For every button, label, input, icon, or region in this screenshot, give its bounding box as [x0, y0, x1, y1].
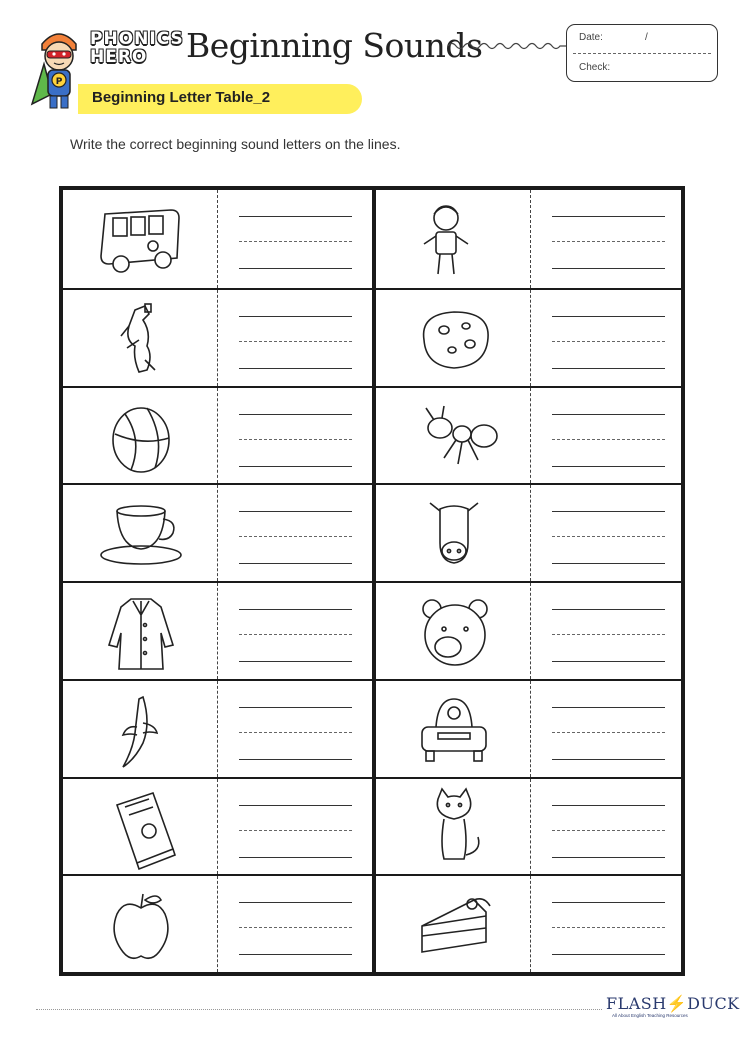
writing-line-base[interactable] [552, 661, 665, 662]
logo-right-text: DUCK [687, 994, 740, 1013]
ball-icon [73, 394, 211, 480]
table-row [376, 386, 685, 484]
table-row [376, 874, 685, 972]
writing-line-base[interactable] [552, 268, 665, 269]
writing-line-base[interactable] [552, 759, 665, 760]
cell-divider [217, 290, 218, 386]
cell-divider [217, 779, 218, 875]
cow-icon [386, 491, 524, 577]
writing-line-top[interactable] [239, 707, 352, 708]
writing-line-base[interactable] [552, 954, 665, 955]
writing-line-base[interactable] [239, 759, 352, 760]
writing-line-mid [239, 830, 352, 831]
table-row [63, 483, 372, 581]
writing-line-top[interactable] [552, 216, 665, 217]
brand-line-2: HERO [90, 47, 148, 67]
logo-tagline: All About English Teaching Resources [612, 1013, 688, 1018]
right-column [376, 190, 685, 972]
writing-line-mid [552, 927, 665, 928]
writing-line-base[interactable] [552, 466, 665, 467]
svg-text:P: P [55, 77, 63, 87]
writing-line-top[interactable] [552, 609, 665, 610]
writing-line-top[interactable] [239, 316, 352, 317]
writing-line-top[interactable] [239, 414, 352, 415]
writing-line-mid [239, 341, 352, 342]
writing-line-top[interactable] [239, 902, 352, 903]
table-row [376, 190, 685, 288]
table-row [63, 874, 372, 972]
writing-line-top[interactable] [239, 609, 352, 610]
lightning-icon: ⚡ [666, 994, 688, 1013]
cell-divider [217, 876, 218, 972]
writing-line-top[interactable] [239, 511, 352, 512]
cup-icon [73, 491, 211, 577]
apple-icon [73, 882, 211, 968]
writing-line-mid [239, 634, 352, 635]
writing-line-top[interactable] [552, 511, 665, 512]
writing-line-top[interactable] [552, 707, 665, 708]
table-row [63, 679, 372, 777]
writing-line-mid [552, 439, 665, 440]
cell-divider [530, 876, 531, 972]
check-label: Check: [579, 62, 611, 73]
writing-line-top[interactable] [552, 414, 665, 415]
table-row [63, 581, 372, 679]
writing-line-base[interactable] [239, 466, 352, 467]
cell-divider [217, 190, 218, 288]
writing-line-base[interactable] [239, 368, 352, 369]
ant-icon [386, 394, 524, 480]
bus-icon [73, 196, 211, 282]
table-row [376, 777, 685, 875]
cell-divider [217, 681, 218, 777]
table-row [376, 581, 685, 679]
writing-line-top[interactable] [239, 805, 352, 806]
squiggle-divider-icon [448, 40, 566, 52]
brand-line-1: PHONICS [90, 29, 184, 49]
writing-line-top[interactable] [552, 805, 665, 806]
cat-icon [386, 785, 524, 871]
cookie-icon [386, 296, 524, 382]
table-row [63, 288, 372, 386]
writing-line-mid [552, 241, 665, 242]
writing-line-base[interactable] [239, 268, 352, 269]
cell-divider [530, 190, 531, 288]
writing-line-mid [552, 536, 665, 537]
flashduck-logo [606, 994, 740, 1013]
bear-icon [386, 589, 524, 675]
table-row [376, 483, 685, 581]
coat-icon [73, 589, 211, 675]
writing-line-mid [239, 536, 352, 537]
table-row [376, 679, 685, 777]
writing-line-base[interactable] [239, 857, 352, 858]
cell-divider [530, 583, 531, 679]
writing-line-base[interactable] [552, 368, 665, 369]
table-row [63, 386, 372, 484]
cell-divider [530, 290, 531, 386]
cell-divider [217, 583, 218, 679]
writing-line-top[interactable] [552, 902, 665, 903]
writing-line-mid [552, 830, 665, 831]
cell-divider [217, 485, 218, 581]
writing-line-base[interactable] [239, 954, 352, 955]
date-separator: / [645, 32, 648, 43]
banana-icon [73, 687, 211, 773]
table-row [63, 190, 372, 288]
date-check-box [566, 24, 718, 82]
worksheet-table [59, 186, 685, 976]
table-row [376, 288, 685, 386]
writing-line-mid [552, 341, 665, 342]
writing-line-base[interactable] [239, 563, 352, 564]
cell-divider [530, 681, 531, 777]
writing-line-base[interactable] [552, 857, 665, 858]
instruction-text: Write the correct beginning sound letters on the lines. [70, 136, 401, 152]
writing-line-mid [552, 634, 665, 635]
writing-line-mid [239, 927, 352, 928]
date-check-separator [573, 53, 711, 54]
date-label: Date: [579, 32, 603, 43]
alligator-icon [73, 296, 211, 382]
cell-divider [530, 485, 531, 581]
brand-wordmark [90, 29, 184, 74]
car-icon [386, 687, 524, 773]
writing-line-mid [239, 241, 352, 242]
writing-line-top[interactable] [552, 316, 665, 317]
writing-line-mid [239, 439, 352, 440]
cake-icon [386, 882, 524, 968]
table-row [63, 777, 372, 875]
left-column [63, 190, 372, 972]
page-title: Beginning Sounds [186, 26, 483, 65]
cell-divider [217, 388, 218, 484]
logo-left-text: FLASH [606, 994, 667, 1013]
writing-line-mid [239, 732, 352, 733]
cell-divider [530, 388, 531, 484]
writing-line-mid [552, 732, 665, 733]
writing-line-top[interactable] [239, 216, 352, 217]
writing-line-base[interactable] [239, 661, 352, 662]
book-icon [73, 785, 211, 871]
cell-divider [530, 779, 531, 875]
writing-line-base[interactable] [552, 563, 665, 564]
boy-icon [386, 196, 524, 282]
subtitle: Beginning Letter Table_2 [92, 89, 271, 106]
footer-dotted-line [36, 1009, 602, 1010]
